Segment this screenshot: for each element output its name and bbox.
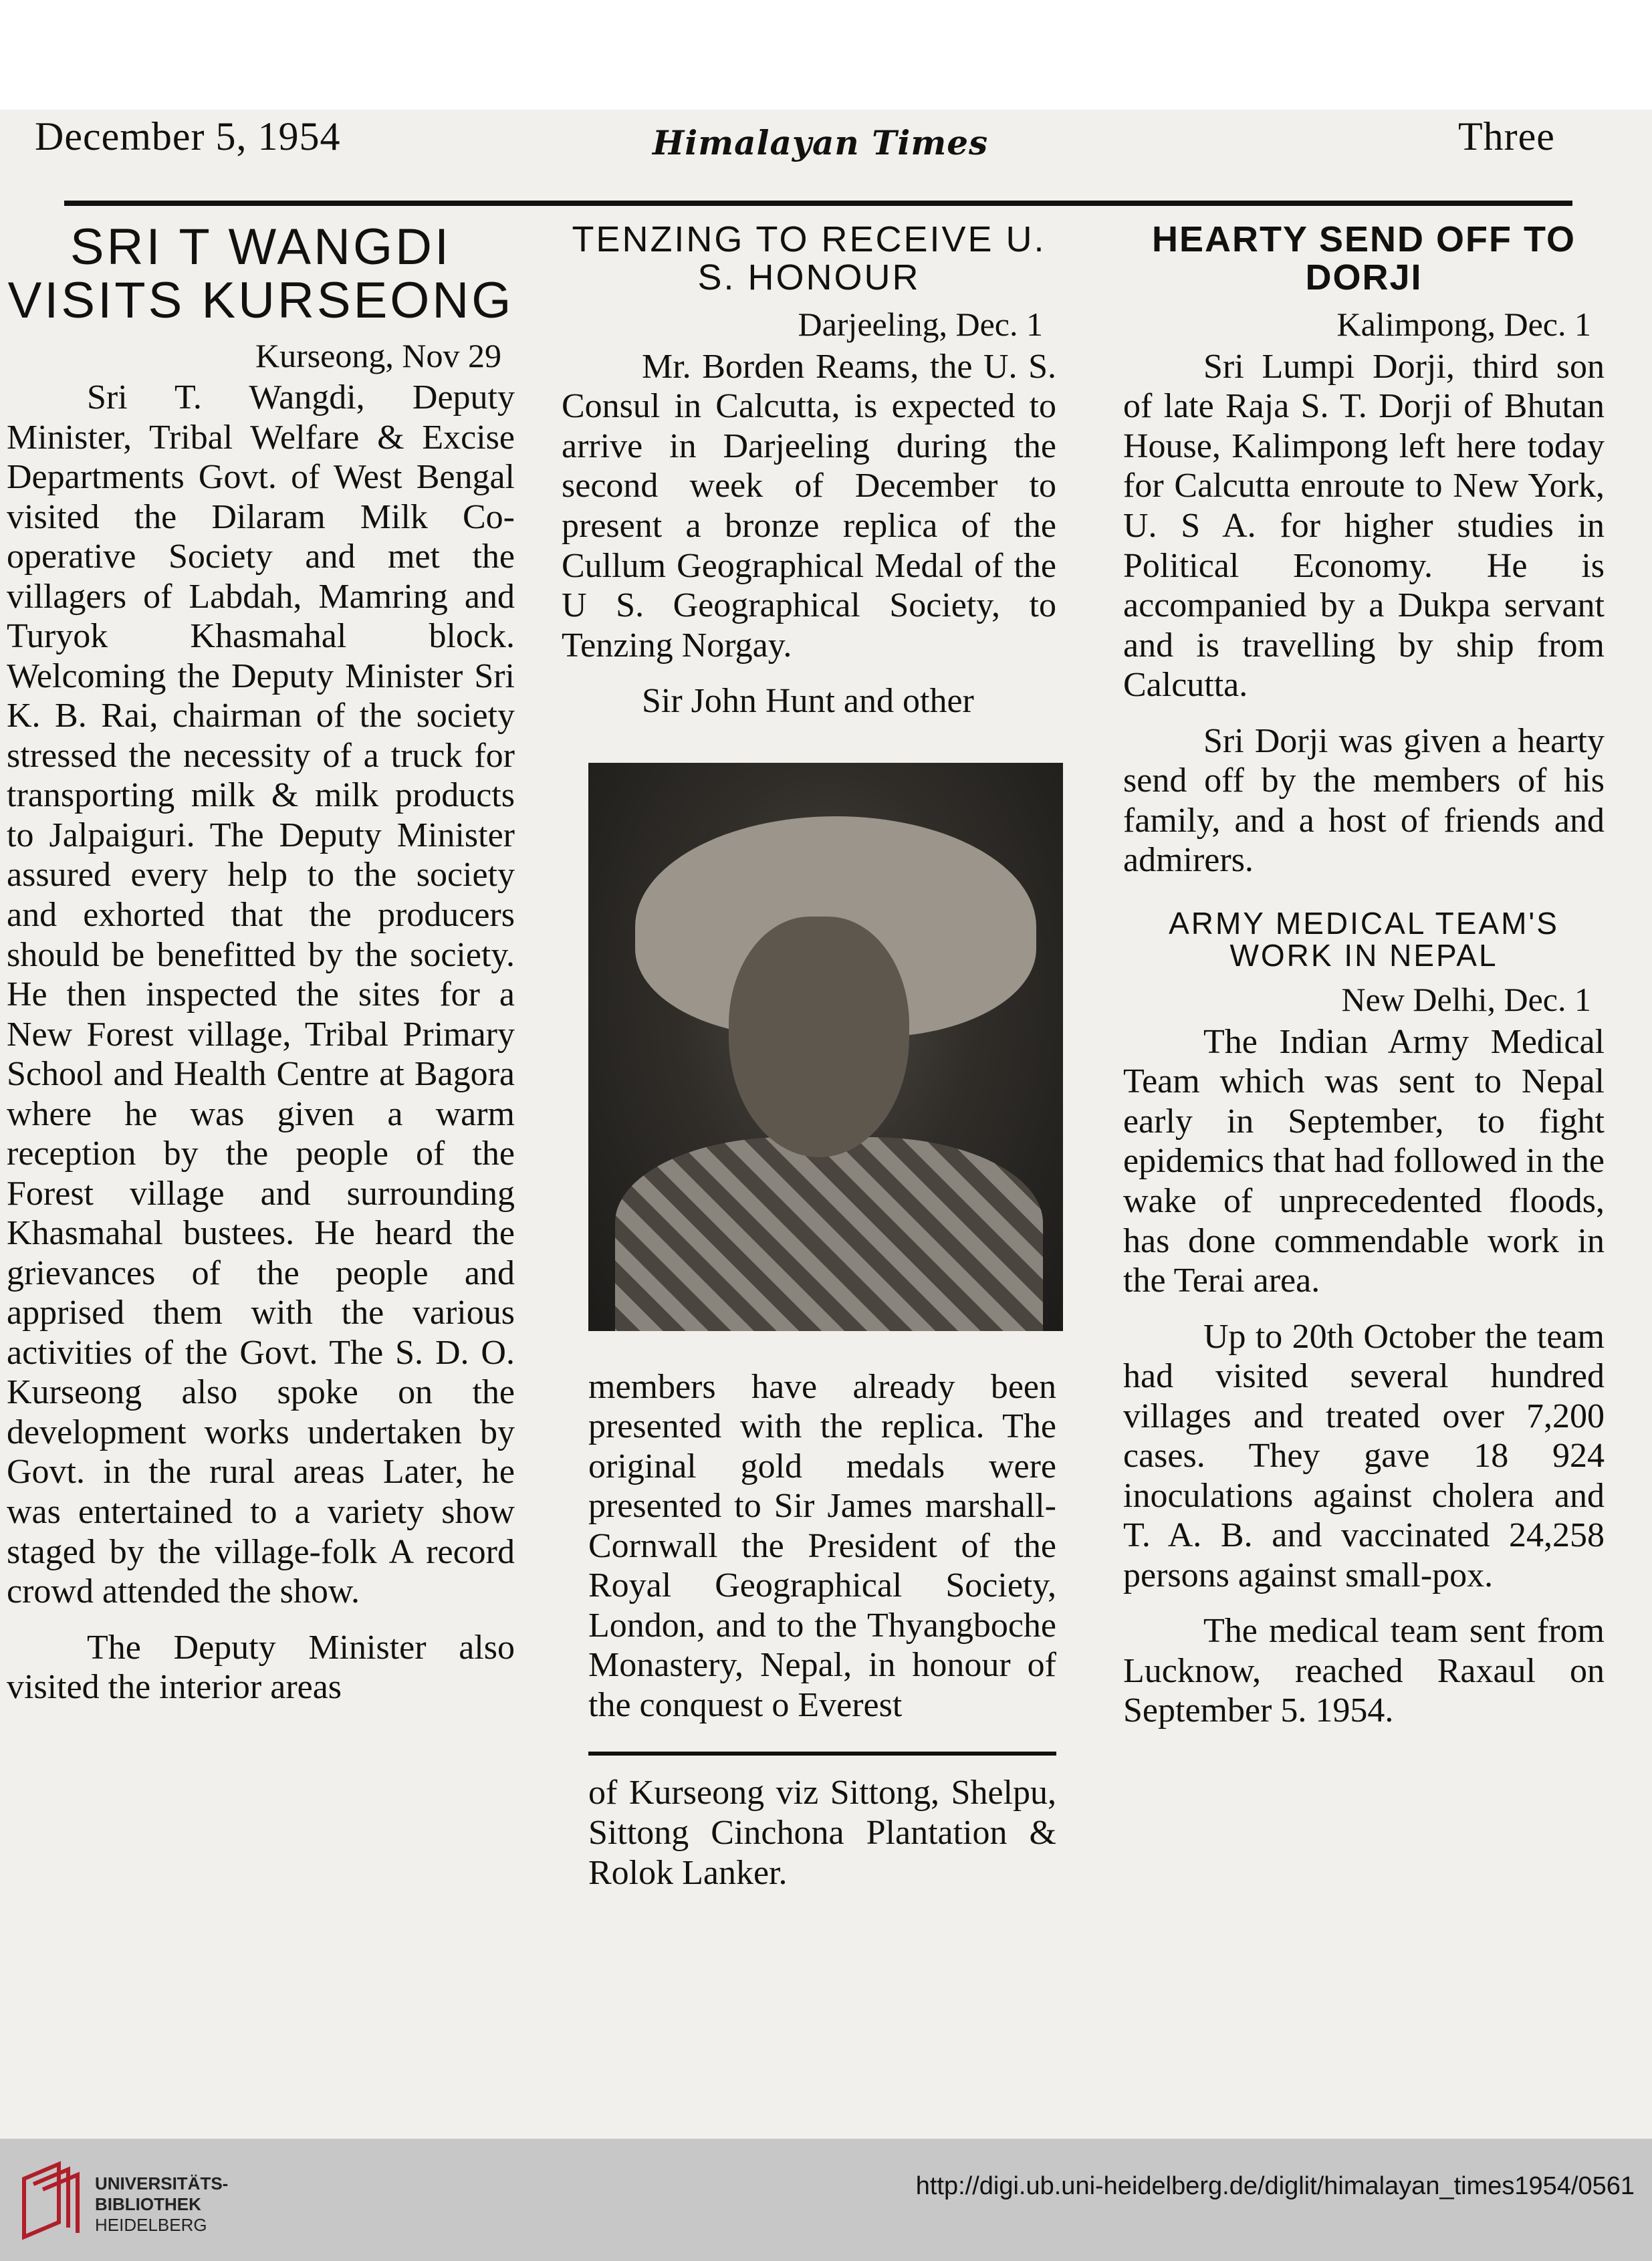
article-dateline: Darjeeling, Dec. 1 (798, 306, 1043, 344)
article-paragraph: Up to 20th October the team had visited several hundred villages and treated over 7,200 cases. They gave 18 924 inoculations against cholera and T. A. B. and vaccinated 24,258 persons against small-pox. (1123, 1317, 1605, 1594)
article-paragraph: The Indian Army Medical Team which was sent to Nepal early in September, to fight epidemics that had followed in the wake of unprecedented floods, has done commendable work in the Terai area. (1123, 1022, 1605, 1300)
library-name-line: UNIVERSITÄTS- (95, 2173, 229, 2193)
library-name-line: BIBLIOTHEK (95, 2194, 201, 2215)
article-paragraph: Mr. Borden Reams, the U. S. Consul in Calcutta, is expected to arrive in Darjeeling during the second week of December to present a bronze replica of the Cullum Geographical Medal of the U S. Geographical Society, to Tenzing Norgay. (562, 347, 1056, 665)
article-paragraph: Sir John Hunt and other (642, 682, 974, 721)
masthead-paper-name: Himalayan Times (653, 123, 989, 162)
library-name-line: HEIDELBERG (95, 2215, 207, 2236)
column-divider-rule (588, 1752, 1056, 1756)
article-headline: HEARTY SEND OFF TO DORJI (1151, 219, 1576, 298)
column-1-article (7, 221, 515, 1707)
photo-face-shape (729, 917, 909, 1157)
article-paragraph: members have already been presented with the replica. The original gold medals were presented to Sir James marshall-Cornwall the President of the Royal Geographical Society, London, and to the Thyangboche Monastery, Nepal, in honour of the conquest o Everest (588, 1367, 1056, 1724)
article-paragraph: The Deputy Minister also visited the interior areas (7, 1628, 515, 1707)
column-2-article (562, 221, 1056, 1893)
column-3-articles (1123, 221, 1605, 1731)
portrait-photo (588, 763, 1063, 1331)
article-headline: TENZING TO RECEIVE U. S. HONOUR (572, 219, 1046, 298)
article-paragraph: Sri Dorji was given a hearty send off by the members of his family, and a host of friends and admirers. (1123, 721, 1605, 880)
article-paragraph: The medical team sent from Lucknow, reached Raxaul on September 5. 1954. (1123, 1612, 1605, 1730)
university-library-logo-icon (19, 2159, 82, 2242)
article-paragraph: Sri T. Wangdi, Deputy Minister, Tribal Welfare & Excise Departments Govt. of West Bengal visited the Dilaram Milk Co-operative Society and met the villagers of Labdah, Mamring and Turyok Khasmahal block. Welcoming the Deputy Minister Sri K. B. Rai, chairman of the society stressed the necessity of a truck for transporting milk & milk products to Jalpaiguri. The Deputy Minister assured every help to the society and exhorted that the producers should be benefitted by the society. He then inspected the sites for a New Forest village, Tribal Primary School and Health Centre at Bagora where he was given a warm reception by the people of the Forest village and surrounding Khasmahal bustees. He heard the grievances of the people and apprised them with the various activities of the Govt. The S. D. O. Kurseong also spoke on the development works undertaken by Govt. in the rural areas Later, he was entertained to a variety show staged by the village-folk A record crowd attended the show. (7, 378, 515, 1611)
library-name (95, 2173, 228, 2236)
masthead-rule (64, 201, 1572, 206)
masthead-page-number: Three (1458, 114, 1555, 158)
article-headline: SRI T WANGDI VISITS KURSEONG (7, 219, 514, 329)
article-headline-secondary: ARMY MEDICAL TEAM'S WORK IN NEPAL (1169, 905, 1559, 973)
article-dateline: Kalimpong, Dec. 1 (1336, 306, 1591, 344)
photo-shirt-shape (615, 1137, 1043, 1331)
source-url-link[interactable]: http://digi.ub.uni-heidelberg.de/diglit/himalayan_times1954/0561 (915, 2172, 1635, 2200)
masthead-date: December 5, 1954 (35, 114, 341, 158)
article-continuation: of Kurseong viz Sittong, Shelpu, Sittong Cinchona Plantation & Rolok Lanker. (588, 1774, 1056, 1892)
article-paragraph: Sri Lumpi Dorji, third son of late Raja S. T. Dorji of Bhutan House, Kalimpong left here today for Calcutta enroute to New York, U. S A. for higher studies in Political Economy. He is accompanied by a Dukpa servant and is travelling by ship from Calcutta. (1123, 347, 1605, 705)
article-dateline: New Delhi, Dec. 1 (1341, 981, 1591, 1019)
library-footer-bar (0, 2139, 1652, 2261)
article-dateline: Kurseong, Nov 29 (255, 336, 501, 374)
